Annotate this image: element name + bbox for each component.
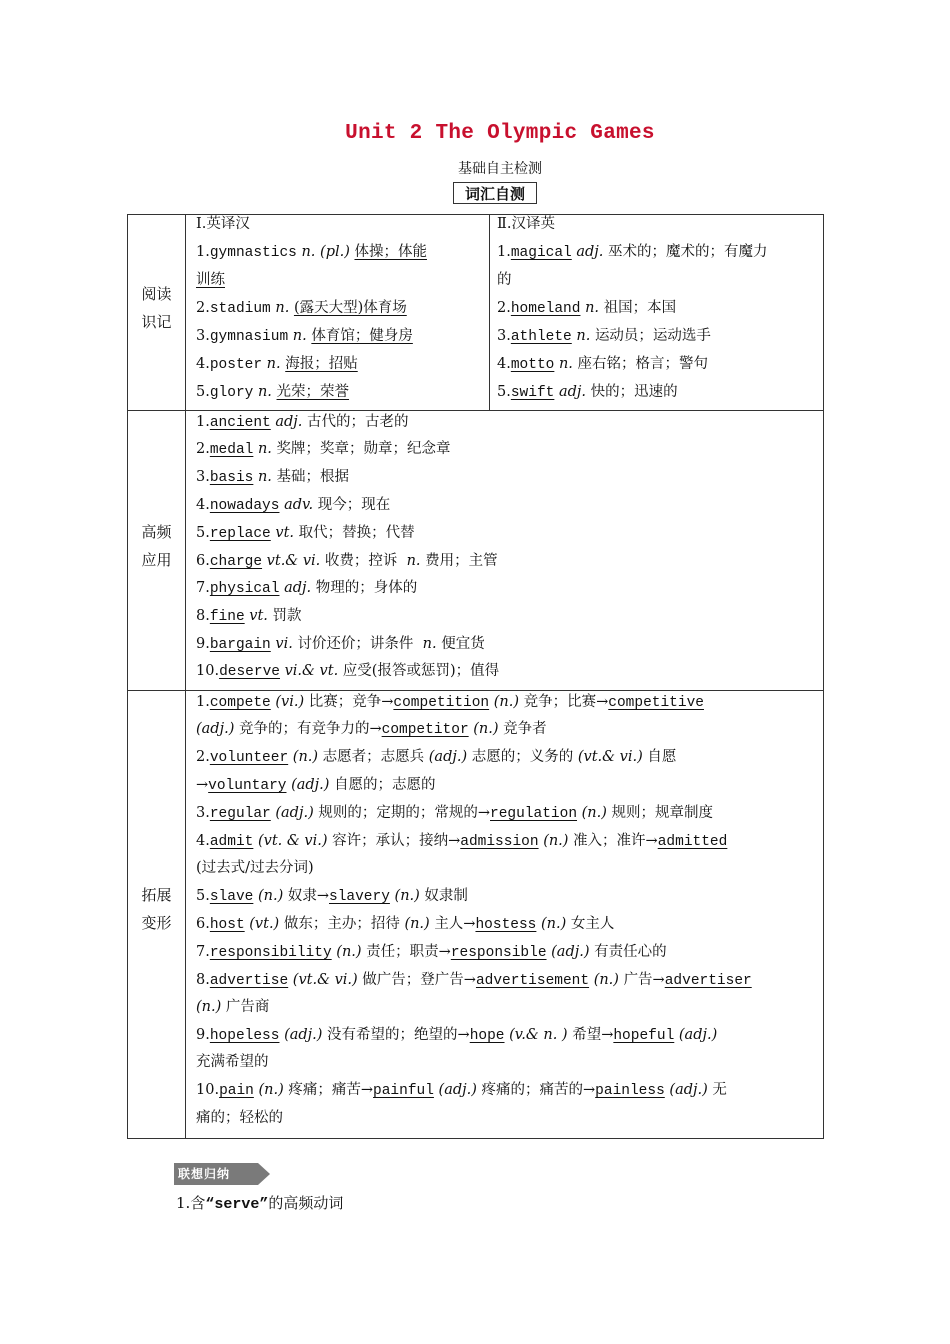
pos-tag: (n.) xyxy=(292,749,319,765)
meaning-text: 应受(报答或惩罚)；值得 xyxy=(342,663,500,679)
list-item xyxy=(196,382,349,403)
meaning-text: 主人→ xyxy=(434,916,476,932)
list-item xyxy=(196,1108,283,1128)
answer-word: replace xyxy=(209,526,271,542)
meaning-text: 规则的；定期的；常规的→ xyxy=(318,805,490,821)
item-number: 10. xyxy=(196,663,220,679)
answer-word: medal xyxy=(209,442,254,458)
answer-word: charge xyxy=(209,554,263,570)
item-number: 5. xyxy=(196,525,210,541)
meaning-text: 自愿 xyxy=(647,749,677,765)
part2-heading: Ⅱ.汉译英 xyxy=(497,216,555,232)
answer-word: hostess xyxy=(475,917,537,933)
pos-tag: adv. xyxy=(284,497,314,513)
meaning-text: 奴隶制 xyxy=(424,888,468,904)
answer-word: host xyxy=(209,917,245,933)
table-divider xyxy=(489,214,490,410)
list-item xyxy=(196,719,547,740)
vocab-word: stadium xyxy=(209,301,271,317)
vocab-word: gymnasium xyxy=(209,329,289,345)
item-number: 1. xyxy=(196,414,210,430)
row-label xyxy=(128,881,185,937)
answer-word: admission xyxy=(460,834,539,850)
meaning-text: 竞争者 xyxy=(503,721,547,737)
item-number: 4. xyxy=(196,356,210,372)
item-number: 4. xyxy=(196,833,210,849)
answer-word: pain xyxy=(219,1083,254,1099)
answer-word: volunteer xyxy=(209,750,289,766)
list-item xyxy=(497,354,708,375)
answer-word: responsible xyxy=(450,945,547,961)
table-divider xyxy=(185,214,186,1139)
meaning-text: 做东；主办；招待 xyxy=(283,916,400,932)
answer-text: 体操；体能 xyxy=(354,244,427,260)
answer-word: basis xyxy=(209,470,254,486)
pos-tag: (adj.) xyxy=(428,749,468,765)
row-label-line: 识记 xyxy=(141,313,172,331)
list-item xyxy=(196,997,269,1017)
section-box-title: 词汇自测 xyxy=(453,182,537,204)
pos-tag: (adj.) xyxy=(196,721,235,737)
answer-word: competitive xyxy=(608,695,704,711)
meaning-text: 广告商 xyxy=(225,999,270,1015)
pos-tag: (n.) xyxy=(258,1082,284,1098)
pos-tag: n. xyxy=(257,469,272,485)
pos-tag: (n.) xyxy=(541,916,567,932)
pos-tag: (v.& n. ) xyxy=(509,1027,568,1043)
row-label-line: 阅读 xyxy=(141,285,172,303)
meaning-text: 的 xyxy=(497,272,512,288)
meaning-text: 比赛；竞争→ xyxy=(308,694,394,710)
pos-tag: vt.& vi. xyxy=(266,553,321,569)
answer-word: advertisement xyxy=(475,973,590,989)
pos-tag: vt. xyxy=(249,608,268,624)
meaning-text: 座右铭；格言；警句 xyxy=(577,356,709,372)
item-number: 1. xyxy=(196,244,210,260)
answer-word: painful xyxy=(373,1083,434,1099)
meaning-text: 志愿的；义务的 xyxy=(471,749,574,765)
answer-word: motto xyxy=(510,357,555,373)
row-label-line: 拓展 xyxy=(141,886,172,904)
pos-tag: n. xyxy=(558,356,573,372)
page-title: Unit 2 The Olympic Games xyxy=(345,122,655,145)
row-label-line: 应用 xyxy=(141,551,172,569)
vocab-word: poster xyxy=(209,357,263,373)
answer-word: hopeful xyxy=(613,1028,675,1044)
list-item xyxy=(196,551,498,572)
answer-word: deserve xyxy=(219,664,280,680)
pos-tag: (n.) xyxy=(196,999,222,1015)
list-item xyxy=(196,775,436,796)
answer-word: homeland xyxy=(510,301,581,317)
pos-tag: (adj.) xyxy=(438,1082,477,1098)
item-number: 5. xyxy=(196,384,210,400)
item-number: 2. xyxy=(497,300,511,316)
answer-word: advertiser xyxy=(664,973,752,989)
pos-tag: adj. xyxy=(576,244,604,260)
answer-word: magical xyxy=(510,245,572,261)
list-item xyxy=(196,803,713,824)
answer-word: fine xyxy=(209,609,245,625)
footer-text: 含 xyxy=(190,1194,206,1212)
meaning-text: 快的；迅速的 xyxy=(590,384,678,400)
answer-word: competition xyxy=(393,695,490,711)
list-item xyxy=(196,1025,717,1046)
answer-text: 光荣；荣誉 xyxy=(276,384,350,400)
meaning-text: 巫术的；魔术的；有魔力 xyxy=(608,244,768,260)
pos-tag: vt. xyxy=(275,525,295,541)
table-divider xyxy=(127,690,824,691)
pos-tag: n. xyxy=(301,244,316,260)
meaning-text: 没有希望的；绝望的→ xyxy=(327,1027,470,1043)
answer-word: responsibility xyxy=(209,945,332,961)
pos-tag: n. xyxy=(257,384,272,400)
badge-label: 联想归纳 xyxy=(178,1167,231,1181)
list-item xyxy=(497,326,711,347)
answer-word: physical xyxy=(209,581,280,597)
item-number: 7. xyxy=(196,944,210,960)
pos-tag: (adj.) xyxy=(551,944,590,960)
meaning-text: 费用；主管 xyxy=(425,553,498,569)
answer-word: painless xyxy=(595,1083,665,1099)
meaning-text: 运动员；运动选手 xyxy=(594,328,711,344)
list-item xyxy=(497,270,512,290)
meaning-text: 规则；规章制度 xyxy=(611,805,713,821)
list-item xyxy=(196,354,358,375)
list-item xyxy=(196,298,407,319)
list-item xyxy=(196,858,314,878)
part1-heading: Ⅰ.英译汉 xyxy=(196,216,250,232)
meaning-text: 便宜货 xyxy=(441,636,485,652)
list-item xyxy=(196,747,676,768)
list-item xyxy=(196,606,302,627)
item-number: 2. xyxy=(196,441,210,457)
pos-tag: n. xyxy=(406,553,421,569)
pos-tag: (n.) xyxy=(493,694,519,710)
answer-word: slavery xyxy=(329,889,390,905)
pos-tag: vi. xyxy=(275,636,293,652)
meaning-text: 希望→ xyxy=(572,1027,614,1043)
pos-tag: (pl.) xyxy=(320,244,350,260)
answer-word: swift xyxy=(510,385,555,401)
list-item xyxy=(497,242,768,263)
list-item xyxy=(196,270,225,290)
meaning-text: 责任；职责→ xyxy=(366,944,451,960)
answer-word: competitor xyxy=(381,722,469,738)
answer-word: compete xyxy=(209,695,271,711)
meaning-text: 讨价还价；讲条件 xyxy=(297,636,414,652)
meaning-text: 女主人 xyxy=(570,916,615,932)
pos-tag: n. xyxy=(292,328,307,344)
list-item xyxy=(196,495,390,516)
answer-word: slave xyxy=(209,889,254,905)
meaning-text: 现今；现在 xyxy=(317,497,391,513)
list-item xyxy=(196,578,417,599)
item-number: 2. xyxy=(196,749,210,765)
list-item xyxy=(196,523,415,544)
table-divider xyxy=(127,410,824,411)
row-label-line: 高频 xyxy=(141,523,172,541)
meaning-text: 广告→ xyxy=(623,972,665,988)
meaning-text: 无 xyxy=(712,1082,727,1098)
meaning-text: 物理的；身体的 xyxy=(315,580,418,596)
meaning-text: 有责任心的 xyxy=(594,944,667,960)
pos-tag: n. xyxy=(576,328,591,344)
pos-tag: (vt.& vi.) xyxy=(577,749,643,765)
answer-word: nowadays xyxy=(209,498,280,514)
vocab-word: gymnastics xyxy=(209,245,297,261)
item-number: 2. xyxy=(196,300,210,316)
answer-word: athlete xyxy=(510,329,572,345)
list-item xyxy=(196,914,614,935)
pos-tag: (vt. & vi.) xyxy=(257,833,328,849)
answer-text: 训练 xyxy=(196,272,225,288)
answer-word: hope xyxy=(469,1028,505,1044)
item-number: 3. xyxy=(497,328,511,344)
answer-word: admitted xyxy=(657,834,728,850)
answer-word: bargain xyxy=(209,637,271,653)
answer-word: admit xyxy=(209,834,254,850)
meaning-text: 自愿的；志愿的 xyxy=(334,777,436,793)
list-item xyxy=(196,942,667,963)
meaning-text: (过去式/过去分词) xyxy=(196,860,314,876)
item-number: 5. xyxy=(497,384,511,400)
answer-text: (露天大型)体育场 xyxy=(293,300,407,316)
list-item xyxy=(196,412,409,433)
meaning-text: 疼痛的；痛苦的→ xyxy=(481,1082,596,1098)
row-label xyxy=(128,280,185,336)
pos-tag: (vi.) xyxy=(275,694,305,710)
meaning-text: 取代；替换；代替 xyxy=(298,525,415,541)
pos-tag: (n.) xyxy=(257,888,284,904)
item-number: 1. xyxy=(176,1194,191,1212)
list-item xyxy=(196,634,485,655)
item-number: 3. xyxy=(196,805,210,821)
list-item xyxy=(497,382,678,403)
pos-tag: (n.) xyxy=(543,833,569,849)
footer-text: 的高频动词 xyxy=(268,1194,344,1212)
answer-text: 海报；招贴 xyxy=(285,356,358,372)
footer-line xyxy=(176,1192,343,1213)
arrow-glyph: → xyxy=(196,777,209,793)
pos-tag: (n.) xyxy=(394,888,420,904)
meaning-text: 做广告；登广告→ xyxy=(362,972,476,988)
list-item xyxy=(196,467,349,488)
meaning-text: 古代的；古老的 xyxy=(307,414,409,430)
section-subtitle: 基础自主检测 xyxy=(458,161,542,177)
pos-tag: adj. xyxy=(284,580,312,596)
meaning-text: 竞争；比赛→ xyxy=(523,694,609,710)
item-number: 6. xyxy=(196,553,210,569)
item-number: 1. xyxy=(196,694,210,710)
list-item xyxy=(196,242,427,263)
item-number: 8. xyxy=(196,608,210,624)
item-number: 4. xyxy=(196,497,210,513)
pos-tag: n. xyxy=(585,300,600,316)
list-item xyxy=(196,439,451,460)
list-item xyxy=(196,1080,727,1101)
answer-word: hopeless xyxy=(209,1028,280,1044)
item-number: 4. xyxy=(497,356,511,372)
pos-tag: (adj.) xyxy=(284,1027,323,1043)
answer-word: advertise xyxy=(209,973,289,989)
row-label xyxy=(128,518,185,574)
pos-tag: (n.) xyxy=(473,721,499,737)
item-number: 8. xyxy=(196,972,210,988)
meaning-text: 收费；控诉 xyxy=(324,553,398,569)
pos-tag: (adj.) xyxy=(291,777,330,793)
meaning-text: 奴隶→ xyxy=(287,888,329,904)
pos-tag: (adj.) xyxy=(678,1027,718,1043)
answer-text: 体育馆；健身房 xyxy=(311,328,413,344)
answer-word: voluntary xyxy=(208,778,287,794)
list-item xyxy=(196,692,704,713)
meaning-text: 容许；承认；接纳→ xyxy=(332,833,461,849)
item-number: 1. xyxy=(497,244,511,260)
meaning-text: 准入；准许→ xyxy=(573,833,658,849)
pos-tag: n. xyxy=(422,636,437,652)
item-number: 7. xyxy=(196,580,210,596)
item-number: 9. xyxy=(196,1027,210,1043)
footer-keyword: “serve” xyxy=(205,1196,269,1213)
list-item xyxy=(196,1052,269,1072)
pos-tag: (vt.) xyxy=(249,916,280,932)
pos-tag: (vt.& vi.) xyxy=(292,972,358,988)
answer-word: regular xyxy=(209,806,271,822)
pos-tag: vi.& vt. xyxy=(284,663,339,679)
item-number: 6. xyxy=(196,916,210,932)
meaning-text: 疼痛；痛苦→ xyxy=(288,1082,374,1098)
pos-tag: n. xyxy=(275,300,290,316)
vocab-word: glory xyxy=(209,385,254,401)
answer-word: regulation xyxy=(490,806,578,822)
meaning-text: 祖国；本国 xyxy=(603,300,677,316)
pos-tag: (n.) xyxy=(593,972,619,988)
item-number: 9. xyxy=(196,636,210,652)
pos-tag: (n.) xyxy=(404,916,430,932)
pos-tag: adj. xyxy=(275,414,303,430)
pos-tag: (n.) xyxy=(581,805,607,821)
pos-tag: (adj.) xyxy=(669,1082,708,1098)
item-number: 10. xyxy=(196,1082,220,1098)
pos-tag: (adj.) xyxy=(275,805,314,821)
pos-tag: (n.) xyxy=(336,944,362,960)
row-label-line: 变形 xyxy=(141,914,172,932)
meaning-text: 基础；根据 xyxy=(276,469,350,485)
list-item xyxy=(196,326,413,347)
meaning-text: 充满希望的 xyxy=(196,1054,269,1070)
item-number: 3. xyxy=(196,469,210,485)
meaning-text: 罚款 xyxy=(272,608,302,624)
meaning-text: 竞争的；有竞争力的→ xyxy=(238,721,382,737)
answer-word: ancient xyxy=(209,415,271,431)
item-number: 3. xyxy=(196,328,210,344)
pos-tag: n. xyxy=(266,356,281,372)
meaning-text: 志愿者；志愿兵 xyxy=(322,749,425,765)
list-item xyxy=(196,970,752,991)
list-item xyxy=(497,298,676,319)
list-item xyxy=(196,661,499,682)
item-number: 5. xyxy=(196,888,210,904)
list-item xyxy=(196,831,727,852)
meaning-text: 奖牌；奖章；勋章；纪念章 xyxy=(276,441,451,457)
list-item xyxy=(196,886,468,907)
pos-tag: adj. xyxy=(558,384,587,400)
meaning-text: 痛的；轻松的 xyxy=(196,1110,283,1126)
pos-tag: n. xyxy=(257,441,272,457)
